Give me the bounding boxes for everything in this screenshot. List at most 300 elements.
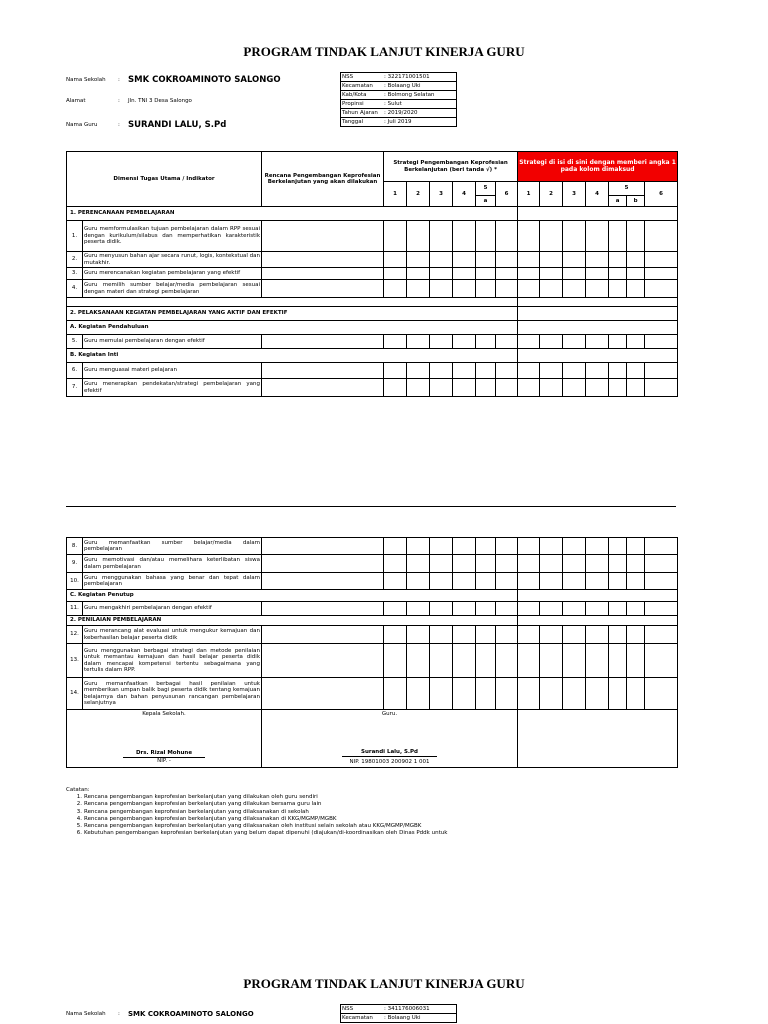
- check-cell[interactable]: [453, 626, 476, 644]
- check-cell[interactable]: [407, 626, 430, 644]
- rencana-cell[interactable]: [262, 644, 384, 678]
- check-cell[interactable]: [540, 268, 563, 280]
- check-cell[interactable]: [518, 644, 540, 678]
- section-title: C. Kegiatan Penutup: [67, 590, 518, 602]
- check-cell[interactable]: [518, 555, 540, 573]
- check-cell[interactable]: [453, 555, 476, 573]
- check-cell[interactable]: [645, 678, 678, 710]
- check-cell[interactable]: [476, 626, 496, 644]
- indicator-text: Guru memanfaatkan berbagai hasil penilaian untuk memberikan umpan balik bagi peserta didik tentang kemajuan belajarnya dan bahan penyusunan rancangan pembelajaran selanjutnya: [83, 678, 262, 710]
- col-r5: 5: [609, 182, 645, 196]
- rencana-cell[interactable]: [262, 538, 384, 555]
- check-cell[interactable]: [496, 555, 518, 573]
- check-cell[interactable]: [476, 268, 496, 280]
- col-5: 5: [476, 182, 496, 196]
- check-cell[interactable]: [609, 538, 627, 555]
- col-r2: 2: [540, 182, 563, 207]
- check-cell[interactable]: [430, 555, 453, 573]
- section-title: A. Kegiatan Pendahuluan: [67, 321, 518, 335]
- check-cell[interactable]: [407, 221, 430, 252]
- table-row: [67, 678, 678, 710]
- check-cell[interactable]: [476, 335, 496, 349]
- check-cell[interactable]: [540, 538, 563, 555]
- kepala-nip: NIP. -: [157, 758, 171, 764]
- note-text: Rencana pengembangan keprofesian berkelanjutan yang dilaksanakan oleh institusi selain sekolah atau KKG/MGMP/MGBK: [84, 823, 422, 830]
- check-cell[interactable]: [563, 252, 586, 268]
- check-cell[interactable]: [407, 644, 430, 678]
- check-cell[interactable]: [496, 602, 518, 616]
- rencana-cell[interactable]: [262, 626, 384, 644]
- check-cell[interactable]: [453, 573, 476, 590]
- section-right-cell: [518, 616, 678, 626]
- check-cell[interactable]: [609, 555, 627, 573]
- check-cell[interactable]: [627, 678, 645, 710]
- check-cell[interactable]: [563, 335, 586, 349]
- check-cell[interactable]: [430, 678, 453, 710]
- note-number: 6.: [76, 830, 82, 837]
- check-cell[interactable]: [453, 644, 476, 678]
- check-cell[interactable]: [430, 379, 453, 397]
- check-cell[interactable]: [586, 280, 609, 298]
- check-cell[interactable]: [453, 363, 476, 379]
- check-cell[interactable]: [540, 602, 563, 616]
- strategi-header: Strategi Pengembangan Keprofesian Berkelanjutan (beri tanda √) *: [384, 152, 518, 182]
- check-cell[interactable]: [476, 252, 496, 268]
- note-item: [66, 809, 447, 816]
- section-right-cell: [518, 349, 678, 363]
- section-title: 1. PERENCANAAN PEMBELAJARAN: [67, 207, 518, 221]
- check-cell[interactable]: [586, 363, 609, 379]
- check-cell[interactable]: [496, 221, 518, 252]
- check-cell[interactable]: [430, 221, 453, 252]
- check-cell[interactable]: [518, 363, 540, 379]
- check-cell[interactable]: [518, 335, 540, 349]
- check-cell[interactable]: [407, 335, 430, 349]
- check-cell[interactable]: [609, 363, 627, 379]
- check-cell[interactable]: [496, 335, 518, 349]
- check-cell[interactable]: [563, 678, 586, 710]
- info-row: [341, 1005, 457, 1014]
- info-row: [341, 109, 457, 118]
- check-cell[interactable]: [407, 538, 430, 555]
- check-cell[interactable]: [645, 221, 678, 252]
- check-cell[interactable]: [645, 379, 678, 397]
- indicator-text: Guru merencanakan kegiatan pembelajaran yang efektif: [83, 268, 262, 280]
- check-cell[interactable]: [563, 538, 586, 555]
- info-cell: [341, 100, 457, 109]
- check-cell[interactable]: [518, 626, 540, 644]
- check-cell[interactable]: [563, 363, 586, 379]
- col-5a: a: [476, 196, 496, 207]
- check-cell[interactable]: [540, 280, 563, 298]
- check-cell[interactable]: [496, 363, 518, 379]
- info-label: NSS: [342, 73, 354, 80]
- check-cell[interactable]: [384, 538, 407, 555]
- check-cell[interactable]: [609, 626, 627, 644]
- info-label: Kecamatan: [342, 82, 373, 89]
- check-cell[interactable]: [407, 252, 430, 268]
- check-cell[interactable]: [586, 335, 609, 349]
- rencana-cell[interactable]: [262, 221, 384, 252]
- note-number: 3.: [76, 808, 82, 815]
- check-cell[interactable]: [627, 221, 645, 252]
- note-item: [66, 830, 447, 837]
- check-cell[interactable]: [384, 678, 407, 710]
- check-cell[interactable]: [609, 280, 627, 298]
- check-cell[interactable]: [476, 573, 496, 590]
- note-number: 1.: [76, 794, 82, 801]
- check-cell[interactable]: [627, 602, 645, 616]
- check-cell[interactable]: [627, 538, 645, 555]
- check-cell[interactable]: [540, 573, 563, 590]
- rencana-cell[interactable]: [262, 678, 384, 710]
- col-4: 4: [453, 182, 476, 207]
- check-cell[interactable]: [430, 252, 453, 268]
- info-label: Tanggal: [342, 118, 364, 125]
- check-cell[interactable]: [430, 602, 453, 616]
- check-cell[interactable]: [627, 626, 645, 644]
- check-cell[interactable]: [476, 538, 496, 555]
- col-3: 3: [430, 182, 453, 207]
- info-label: Kecamatan: [342, 1014, 373, 1021]
- check-cell[interactable]: [476, 379, 496, 397]
- table-row: [67, 335, 678, 349]
- check-cell[interactable]: [627, 268, 645, 280]
- info-cell: [341, 1005, 457, 1014]
- row-number: 13.: [67, 644, 83, 678]
- notes-title: Catatan:: [66, 787, 90, 793]
- check-cell[interactable]: [496, 252, 518, 268]
- section-row: [67, 307, 678, 321]
- page-divider: [66, 506, 676, 507]
- check-cell[interactable]: [518, 379, 540, 397]
- info-cell: [341, 82, 457, 91]
- check-cell[interactable]: [384, 644, 407, 678]
- col-1: 1: [384, 182, 407, 207]
- check-cell[interactable]: [586, 379, 609, 397]
- info-cell: [341, 118, 457, 127]
- check-cell[interactable]: [586, 626, 609, 644]
- check-cell[interactable]: [384, 379, 407, 397]
- note-text: Rencana pengembangan keprofesian berkelanjutan yang dilaksanakan di KKG/MGMP/MGBK: [84, 815, 337, 822]
- check-cell[interactable]: [496, 626, 518, 644]
- check-cell[interactable]: [384, 555, 407, 573]
- check-cell[interactable]: [476, 644, 496, 678]
- table-row: [67, 555, 678, 573]
- note-item: [66, 823, 447, 830]
- info-row: [341, 118, 457, 127]
- check-cell[interactable]: [627, 555, 645, 573]
- check-cell[interactable]: [430, 268, 453, 280]
- check-cell[interactable]: [430, 626, 453, 644]
- section-title: 2. PENILAIAN PEMBELAJARAN: [67, 616, 518, 626]
- indicator-text: Guru menggunakan bahasa yang benar dan tepat dalam pembelajaran: [83, 573, 262, 590]
- check-cell[interactable]: [540, 626, 563, 644]
- check-cell[interactable]: [563, 644, 586, 678]
- check-cell[interactable]: [609, 678, 627, 710]
- rencana-cell[interactable]: [262, 280, 384, 298]
- row-number: 11.: [67, 602, 83, 616]
- check-cell[interactable]: [407, 678, 430, 710]
- check-cell[interactable]: [518, 678, 540, 710]
- check-cell[interactable]: [430, 573, 453, 590]
- section-row: [67, 590, 678, 602]
- check-cell[interactable]: [476, 678, 496, 710]
- row-number: 12.: [67, 626, 83, 644]
- rencana-cell[interactable]: [262, 252, 384, 268]
- check-cell[interactable]: [540, 678, 563, 710]
- check-cell[interactable]: [384, 573, 407, 590]
- check-cell[interactable]: [518, 268, 540, 280]
- check-cell[interactable]: [645, 268, 678, 280]
- info-cell: [341, 1014, 457, 1023]
- check-cell[interactable]: [540, 379, 563, 397]
- check-cell[interactable]: [453, 268, 476, 280]
- col-r5a: a: [609, 196, 627, 207]
- info-value: : Sulut: [384, 100, 402, 107]
- info-value: : Juli 2019: [384, 118, 412, 125]
- check-cell[interactable]: [586, 602, 609, 616]
- check-cell[interactable]: [645, 602, 678, 616]
- indicator-text: Guru menggunakan berbagai strategi dan metode penilaian untuk memantau kemajuan dan hasil belajar peserta didik dalam mencapai kompetensi tertentu sebagaimana yang tertulis dalam RPP.: [83, 644, 262, 678]
- indicator-text: Guru menerapkan pendekatan/strategi pembelajaran yang efektif: [83, 379, 262, 397]
- row-number: 8.: [67, 538, 83, 555]
- info-row: [341, 73, 457, 82]
- check-cell[interactable]: [430, 644, 453, 678]
- row-number: 3.: [67, 268, 83, 280]
- check-cell[interactable]: [627, 379, 645, 397]
- check-cell[interactable]: [407, 268, 430, 280]
- check-cell[interactable]: [540, 555, 563, 573]
- check-cell[interactable]: [609, 379, 627, 397]
- col-r1: 1: [518, 182, 540, 207]
- nama-guru-value: SURANDI LALU, S.Pd: [128, 120, 227, 130]
- indicator-text: Guru memilih sumber belajar/media pembelajaran sesuai dengan materi dan strategi pembelajaran: [83, 280, 262, 298]
- check-cell[interactable]: [430, 538, 453, 555]
- nama-sekolah-label: Nama Sekolah: [66, 77, 106, 83]
- row-number: 7.: [67, 379, 83, 397]
- check-cell[interactable]: [563, 555, 586, 573]
- check-cell[interactable]: [453, 678, 476, 710]
- check-cell[interactable]: [540, 335, 563, 349]
- check-cell[interactable]: [384, 280, 407, 298]
- nama-sekolah-value: SMK COKROAMINOTO SALONGO: [128, 75, 281, 85]
- check-cell[interactable]: [563, 268, 586, 280]
- check-cell[interactable]: [476, 555, 496, 573]
- check-cell[interactable]: [384, 626, 407, 644]
- blank-row: [67, 298, 678, 307]
- check-cell[interactable]: [645, 363, 678, 379]
- rencana-cell[interactable]: [262, 602, 384, 616]
- section-row: [67, 616, 678, 626]
- check-cell[interactable]: [384, 335, 407, 349]
- check-cell[interactable]: [384, 252, 407, 268]
- check-cell[interactable]: [563, 573, 586, 590]
- signature-row: [67, 710, 678, 768]
- section-title: 2. PELAKSANAAN KEGIATAN PEMBELAJARAN YANG AKTIF DAN EFEKTIF: [67, 307, 518, 321]
- check-cell[interactable]: [384, 363, 407, 379]
- check-cell[interactable]: [453, 538, 476, 555]
- row-number: 9.: [67, 555, 83, 573]
- colon: :: [118, 1011, 120, 1017]
- check-cell[interactable]: [496, 379, 518, 397]
- check-cell[interactable]: [430, 335, 453, 349]
- row-number: 2.: [67, 252, 83, 268]
- note-text: Rencana pengembangan keprofesian berkelanjutan yang dilaksanakan di sekolah: [84, 808, 309, 815]
- check-cell[interactable]: [627, 644, 645, 678]
- check-cell[interactable]: [627, 335, 645, 349]
- check-cell[interactable]: [476, 602, 496, 616]
- check-cell[interactable]: [586, 555, 609, 573]
- check-cell[interactable]: [645, 626, 678, 644]
- section-right-cell: [518, 590, 678, 602]
- check-cell[interactable]: [586, 252, 609, 268]
- check-cell[interactable]: [430, 280, 453, 298]
- check-cell[interactable]: [407, 280, 430, 298]
- check-cell[interactable]: [540, 252, 563, 268]
- check-cell[interactable]: [627, 363, 645, 379]
- check-cell[interactable]: [586, 644, 609, 678]
- check-cell[interactable]: [645, 538, 678, 555]
- check-cell[interactable]: [609, 252, 627, 268]
- check-cell[interactable]: [407, 573, 430, 590]
- check-cell[interactable]: [645, 335, 678, 349]
- check-cell[interactable]: [609, 644, 627, 678]
- check-cell[interactable]: [518, 538, 540, 555]
- rencana-cell[interactable]: [262, 335, 384, 349]
- check-cell[interactable]: [496, 268, 518, 280]
- check-cell[interactable]: [540, 363, 563, 379]
- table-row: [67, 573, 678, 590]
- section-row: [67, 321, 678, 335]
- info-label: NSS: [342, 1005, 354, 1012]
- check-cell[interactable]: [586, 678, 609, 710]
- red-note-header: Strategi di isi di sini dengan memberi angka 1 pada kolom dimaksud: [518, 152, 678, 182]
- check-cell[interactable]: [407, 602, 430, 616]
- check-cell[interactable]: [430, 363, 453, 379]
- indicator-text: Guru menyusun bahan ajar secara runut, logis, kontekstual dan mutakhir.: [84, 253, 261, 266]
- check-cell[interactable]: [586, 221, 609, 252]
- check-cell[interactable]: [496, 644, 518, 678]
- table-row: [67, 379, 678, 397]
- check-cell[interactable]: [453, 252, 476, 268]
- kepala-name: Drs. Rizal Mohune: [135, 750, 193, 756]
- check-cell[interactable]: [453, 221, 476, 252]
- check-cell[interactable]: [627, 252, 645, 268]
- check-cell[interactable]: [609, 335, 627, 349]
- nama-guru-label: Nama Guru: [66, 122, 98, 128]
- indicator-table: [66, 151, 678, 397]
- check-cell[interactable]: [496, 280, 518, 298]
- check-cell[interactable]: [476, 280, 496, 298]
- check-cell[interactable]: [476, 221, 496, 252]
- check-cell[interactable]: [476, 363, 496, 379]
- check-cell[interactable]: [407, 555, 430, 573]
- note-number: 2.: [76, 801, 82, 808]
- info-label: Propinsi: [342, 100, 364, 107]
- check-cell[interactable]: [609, 268, 627, 280]
- check-cell[interactable]: [586, 573, 609, 590]
- indicator-text: Guru memformulasikan tujuan pembelajaran dalam RPP sesuai dengan kurikulum/silabus dan memperhatikan karakteristik peserta didik.: [83, 221, 262, 252]
- rencana-header: Rencana Pengembangan Keprofesian Berkelanjutan yang akan dilakukan: [262, 152, 384, 207]
- check-cell[interactable]: [453, 602, 476, 616]
- check-cell[interactable]: [563, 602, 586, 616]
- kepala-label: Kepala Sekolah.: [142, 711, 186, 717]
- check-cell[interactable]: [563, 280, 586, 298]
- note-item: [66, 801, 447, 808]
- table-row: [67, 538, 678, 555]
- rencana-cell[interactable]: [262, 268, 384, 280]
- notes: [66, 787, 447, 837]
- table-row: [67, 252, 678, 268]
- table-row: [67, 602, 678, 616]
- check-cell[interactable]: [407, 379, 430, 397]
- row-number: 10.: [67, 573, 83, 590]
- rencana-cell[interactable]: [262, 573, 384, 590]
- check-cell[interactable]: [645, 644, 678, 678]
- rencana-cell[interactable]: [262, 379, 384, 397]
- colon: :: [118, 98, 120, 104]
- check-cell[interactable]: [609, 221, 627, 252]
- check-cell[interactable]: [645, 555, 678, 573]
- info-value: : Bolmong Selatan: [384, 91, 435, 98]
- check-cell[interactable]: [518, 252, 540, 268]
- check-cell[interactable]: [609, 602, 627, 616]
- check-cell[interactable]: [453, 280, 476, 298]
- check-cell[interactable]: [586, 268, 609, 280]
- check-cell[interactable]: [540, 221, 563, 252]
- kepala-signature-cell: [67, 710, 262, 768]
- check-cell[interactable]: [645, 573, 678, 590]
- check-cell[interactable]: [645, 252, 678, 268]
- note-number: 5.: [76, 823, 82, 830]
- check-cell[interactable]: [563, 379, 586, 397]
- check-cell[interactable]: [563, 221, 586, 252]
- info-value: : Bolaang Uki: [384, 82, 421, 89]
- section-right-cell: [518, 321, 678, 335]
- rencana-cell[interactable]: [262, 363, 384, 379]
- check-cell[interactable]: [563, 626, 586, 644]
- info-cell: [341, 109, 457, 118]
- check-cell[interactable]: [384, 602, 407, 616]
- info-label: Tahun Ajaran: [342, 109, 378, 116]
- check-cell[interactable]: [496, 678, 518, 710]
- check-cell[interactable]: [384, 221, 407, 252]
- check-cell[interactable]: [496, 573, 518, 590]
- note-text: Kebutuhan pengembangan keprofesian berkelanjutan yang belum dapat dipenuhi (diajukan/di-koordinasikan oleh Dinas Pddk untuk: [84, 830, 448, 837]
- check-cell[interactable]: [453, 379, 476, 397]
- check-cell[interactable]: [627, 573, 645, 590]
- check-cell[interactable]: [540, 644, 563, 678]
- rencana-cell[interactable]: [262, 555, 384, 573]
- check-cell[interactable]: [496, 538, 518, 555]
- check-cell[interactable]: [586, 538, 609, 555]
- check-cell[interactable]: [518, 280, 540, 298]
- check-cell[interactable]: [518, 602, 540, 616]
- check-cell[interactable]: [627, 280, 645, 298]
- check-cell[interactable]: [609, 573, 627, 590]
- check-cell[interactable]: [407, 363, 430, 379]
- check-cell[interactable]: [645, 280, 678, 298]
- check-cell[interactable]: [453, 335, 476, 349]
- dimensi-header: Dimensi Tugas Utama / Indikator: [67, 152, 262, 207]
- check-cell[interactable]: [518, 573, 540, 590]
- check-cell[interactable]: [518, 221, 540, 252]
- guru-underline: [342, 756, 437, 757]
- note-item: [66, 816, 447, 823]
- check-cell[interactable]: [384, 268, 407, 280]
- note-text: Rencana pengembangan keprofesian berkelanjutan yang dilakukan oleh guru sendiri: [84, 794, 318, 801]
